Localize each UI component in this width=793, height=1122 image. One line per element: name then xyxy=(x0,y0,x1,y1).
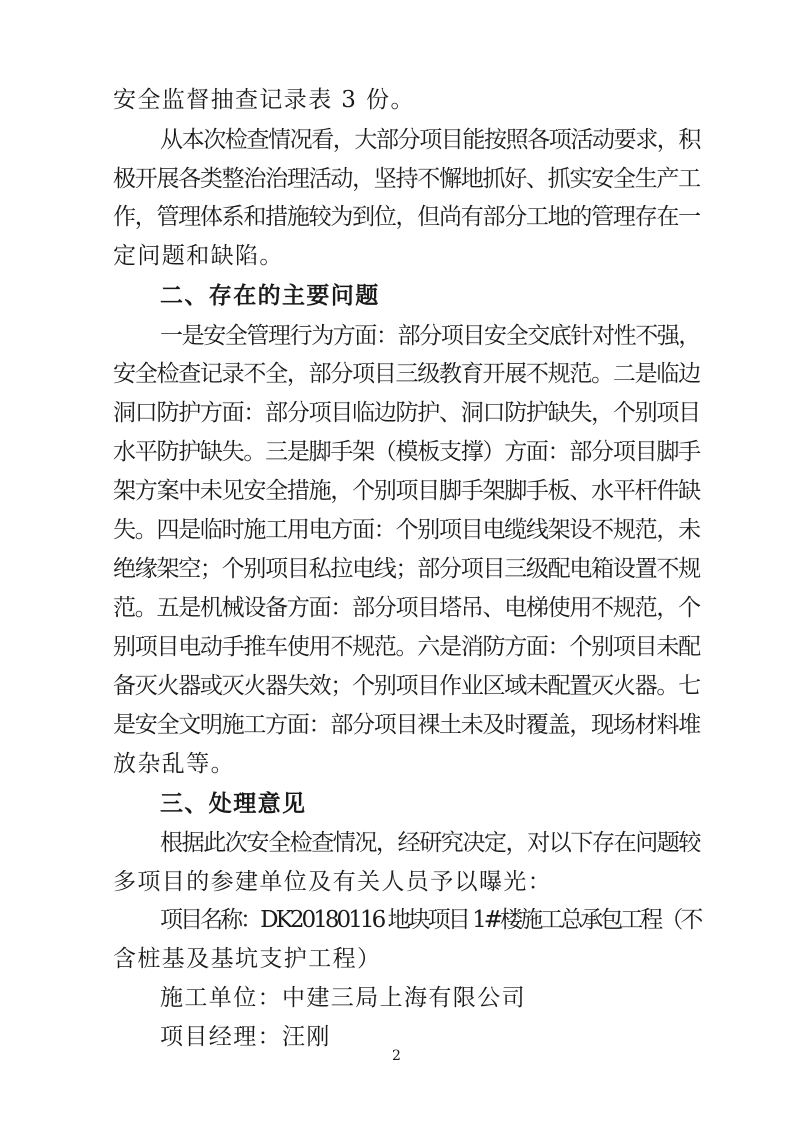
paragraph-line: 安全监督抽查记录表 3 份。 xyxy=(113,87,415,113)
paragraph-line: 安全检查记录不全，部分项目三级教育开展不规范。二是临边 xyxy=(113,361,700,387)
paragraph-line: 根据此次安全检查情况，经研究决定，对以下存在问题较 xyxy=(160,830,701,856)
paragraph-line: 多项目的参建单位及有关人员予以曝光： xyxy=(113,869,553,895)
paragraph-line: 失。四是临时施工用电方面：个别项目电缆线架设不规范，未 xyxy=(113,517,700,543)
paragraph-line: 项目经理：汪刚 xyxy=(160,1024,331,1050)
paragraph-line: 水平防护缺失。三是脚手架（模板支撑）方面：部分项目脚手 xyxy=(113,439,700,465)
paragraph-line: 范。五是机械设备方面：部分项目塔吊、电梯使用不规范，个 xyxy=(113,595,700,621)
page-number: 2 xyxy=(392,1048,401,1064)
paragraph-line: 是安全文明施工方面：部分项目裸土未及时覆盖，现场材料堆 xyxy=(113,712,700,738)
paragraph-line: 放杂乱等。 xyxy=(113,751,235,777)
paragraph-line: 项目名称：DK20180116 地块项目 1#楼施工总承包工程（不 xyxy=(160,907,701,933)
paragraph-line: 别项目电动手推车使用不规范。六是消防方面：个别项目未配 xyxy=(113,634,700,660)
paragraph-line: 从本次检查情况看，大部分项目能按照各项活动要求，积 xyxy=(160,127,701,153)
paragraph-line: 定问题和缺陷。 xyxy=(113,243,284,269)
paragraph-line: 洞口防护方面：部分项目临边防护、洞口防护缺失，个别项目 xyxy=(113,400,700,426)
paragraph-line: 含桩基及基坑支护工程） xyxy=(113,946,382,972)
paragraph-line: 施工单位：中建三局上海有限公司 xyxy=(160,985,526,1011)
section-heading: 二、存在的主要问题 xyxy=(160,282,380,309)
paragraph-line: 备灭火器或灭火器失效；个别项目作业区域未配置灭火器。七 xyxy=(113,673,700,699)
paragraph-line: 架方案中未见安全措施，个别项目脚手架脚手板、水平杆件缺 xyxy=(113,478,700,504)
paragraph-line: 作，管理体系和措施较为到位，但尚有部分工地的管理存在一 xyxy=(113,204,700,230)
paragraph-line: 绝缘架空；个别项目私拉电线；部分项目三级配电箱设置不规 xyxy=(113,556,700,582)
paragraph-line: 极开展各类整治治理活动，坚持不懈地抓好、抓实安全生产工 xyxy=(113,166,700,192)
paragraph-line: 一是安全管理行为方面：部分项目安全交底针对性不强， xyxy=(160,323,701,349)
section-heading: 三、处理意见 xyxy=(160,790,307,817)
